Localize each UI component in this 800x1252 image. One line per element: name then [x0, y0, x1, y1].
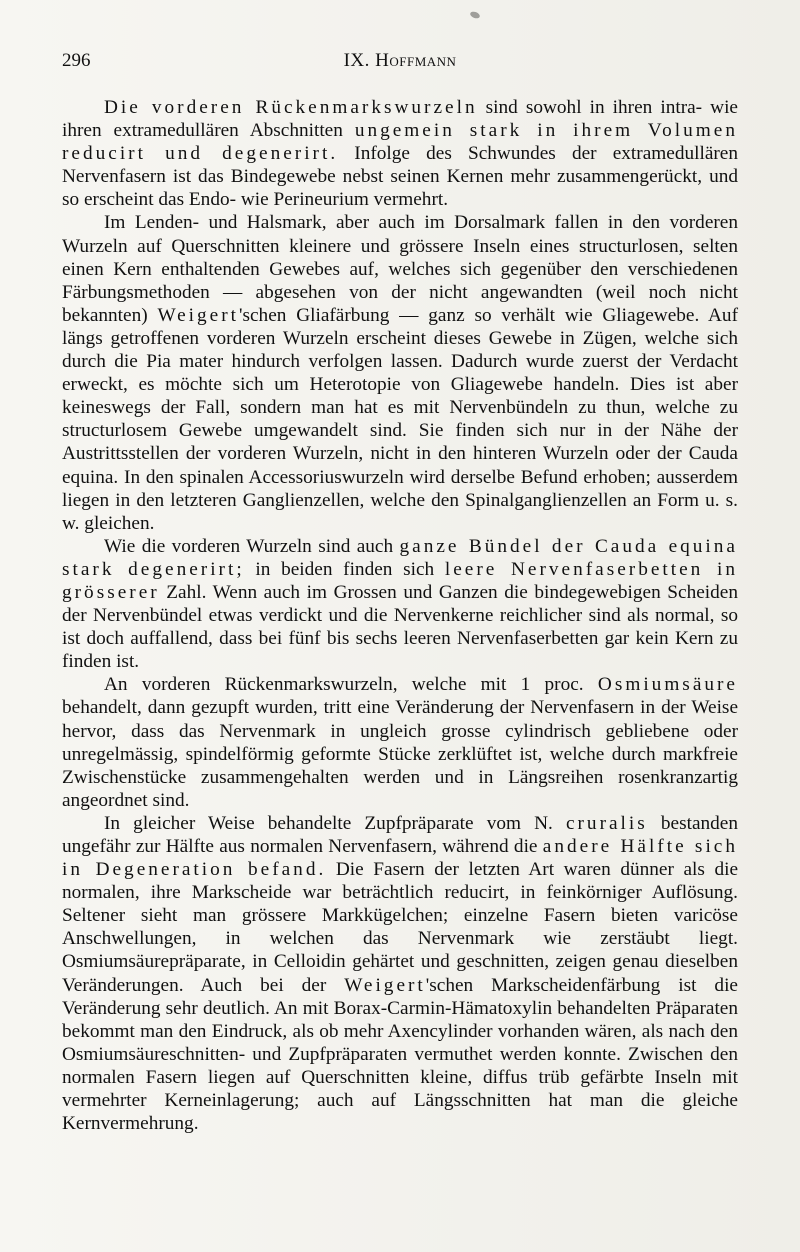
text-segment: Im Lenden- und Halsmark, aber auch im Dorsalmark fallen in den vorderen Wurzeln auf Querschnitten kleinere und grössere Inseln eines structurlosen, selten einen Kern enthaltenden Gewebes auf, welches sich gegenüber den verschiedenen Färbungsmethoden — abgesehen von der nicht angewandten (weil noch nicht bekannten): [62, 212, 738, 326]
running-head: [62, 50, 738, 72]
paragraph: [62, 535, 738, 674]
emphasized-text: Weigert: [157, 304, 240, 326]
emphasized-text: ungemein stark in ihrem Volumen reducirt und degenerirt.: [62, 120, 738, 165]
text-segment: 'schen Gliafärbung — ganz so verhält wie Gliagewebe. Auf längs getroffenen vorderen Wurzeln erscheint dieses Gewebe in Zügen, welche sich durch die Pia mater hindurch verfolgen lassen. Dadurch wurde zuerst der Verdacht erweckt, es möchte sich um Heterotopie von Gliagewebe handeln. Dies ist aber keineswegs der Fall, sondern man hat es mit Nervenbündeln zu thun, welche zu structurlosem Gewebe umgewandelt sind. Sie finden sich nur in der Nähe der Austrittsstellen der vorderen Wurzeln, nicht in den hinteren Wurzeln oder der Cauda equina. In den spinalen Accessoriuswurzeln wird derselbe Befund erhoben; ausserdem liegen in den letzteren Ganglienzellen, welche den Spinalganglienzellen an Form u. s. w. gleichen.: [62, 304, 738, 534]
text-segment: 'schen Markscheidenfärbung ist die Veränderung sehr deutlich. An mit Borax-Carmin-Hämatoxylin behandelten Präparaten bekommt man den Eindruck, als ob mehr Axencylinder vorhanden wären, als nach den Osmiumsäureschnitten- und Zupfpräparaten vermuthet werden konnte. Zwischen den normalen Fasern liegen auf Querschnitten kleine, diffus trüb gefärbte Inseln mit vermehrter Kerneinlagerung; auch auf Längsschnitten hat man die gleiche Kernvermehrung.: [62, 974, 738, 1135]
paragraph: [62, 211, 738, 534]
text-segment: Wie die vorderen Wurzeln sind auch: [104, 535, 400, 557]
body-text: [62, 96, 738, 1135]
text-segment: behandelt, dann gezupft wurden, tritt eine Veränderung der Nervenfasern in der Weise hervor, dass das Nervenmark in ungleich grosse cylindrisch gebliebene oder unregelmässig, spindelförmig geformte Stücke zerklüftet ist, welche durch markfreie Zwischenstücke zusammengehalten werden und in Längsreihen rosenkranzartig angeordnet sind.: [62, 697, 738, 811]
emphasized-text: leere Nervenfaserbetten in grösserer: [62, 558, 739, 603]
emphasized-text: cruralis: [565, 812, 648, 834]
text-segment: Die Fasern der letzten Art waren dünner als die normalen, ihre Markscheide war beträchtlich reducirt, in feinkörniger Auflösung. Seltener sieht man grössere Markkügelchen; einzelne Fasern bieten varicöse Anschwellungen, in welchen das Nervenmark wie zerstäubt liegt. Osmiumsäurepräparate, in Celloidin gehärtet und geschnitten, zeigen genau dieselben Veränderungen. Auch bei der: [62, 859, 738, 996]
page-header: [62, 50, 738, 74]
paragraph: [62, 673, 738, 812]
text-segment: In gleicher Weise behandelte Zupfpräparate vom N.: [104, 812, 566, 834]
emphasized-text: Osmiumsäure: [597, 674, 738, 696]
emphasized-text: ganze Bündel der Cauda equina stark degenerirt;: [62, 535, 738, 580]
paragraph: [62, 96, 738, 211]
text-segment: sind sowohl in ihren intra- wie ihren extramedullären Abschnitten: [62, 97, 738, 142]
text-segment: bestanden ungefähr zur Hälfte aus normalen Nervenfasern, während die: [62, 812, 738, 857]
emphasized-text: Weigert: [344, 974, 426, 996]
running-head-chapter: IX.: [343, 50, 370, 71]
running-head-author: Hoffmann: [375, 50, 457, 71]
text-segment: in beiden finden sich: [244, 558, 445, 580]
text-segment: An vorderen Rückenmarkswurzeln, welche mit 1 proc.: [104, 674, 598, 696]
emphasized-text: andere Hälfte sich in Degeneration befand.: [62, 836, 738, 881]
text-segment: Zahl. Wenn auch im Grossen und Ganzen die bindegewebigen Scheiden der Nervenbündel etwas verdickt und die Nervenkerne reichlicher sind als normal, so ist doch auffallend, dass bei fünf bis sechs leeren Nervenfaserbetten gar kein Kern zu finden ist.: [62, 581, 738, 673]
print-speck: [469, 10, 480, 19]
page-number: 296: [62, 50, 91, 71]
text-segment: Infolge des Schwundes der extramedullären Nervenfasern ist das Bindegewebe nebst seinen Kernen mehr zusammengerückt, und so erscheint das Endo- wie Perineurium vermehrt.: [62, 143, 738, 211]
emphasized-text: Die vorderen Rückenmarkswurzeln: [104, 97, 478, 118]
paragraph: [62, 812, 738, 1135]
